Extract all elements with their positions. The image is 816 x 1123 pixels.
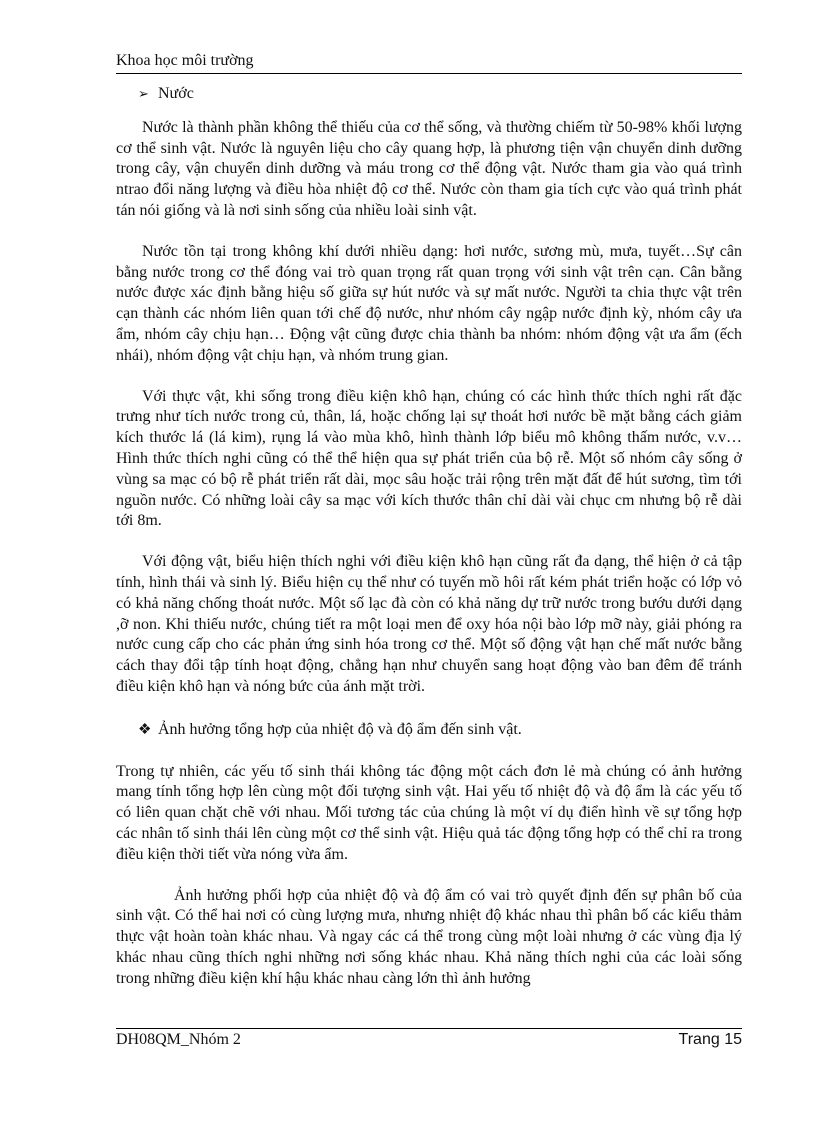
paragraph: Nước là thành phần không thể thiếu của cơ thể sống, và thường chiếm từ 50-98% khối lượng cơ thể sinh vật. Nước là nguyên liệu cho cây quang hợp, là phương tiện vận chuyển dinh dưỡng trong cây, vận chuyển dinh dưỡng và máu trong cơ thể động vật. Nước tham gia vào quá trình ntrao đổi năng lượng và điều hòa nhiệt độ cơ thể. Nước còn tham gia tích cực vào quá trình phát tán nói giống và là nơi sinh sống của nhiều loài sinh vật. [116, 118, 742, 219]
paragraph: Ảnh hưởng phối hợp của nhiệt độ và độ ẩm có vai trò quyết định đến sự phân bố của sinh vật. Có thể hai nơi có cùng lượng mưa, nhưng nhiệt độ khác nhau thì phân bố các kiểu thảm thực vật hoàn toàn khác nhau. Và ngay các cá thể trong cùng một loài nhưng ở các vùng địa lý khác nhau cũng thích nghi những nơi sống khác nhau. Khả năng thích nghi của các loài sống trong những điều kiện khí hậu khác nhau càng lớn thì ảnh hưởng [116, 886, 742, 987]
page-header-title: Khoa học môi trường [116, 52, 254, 69]
paragraph: Trong tự nhiên, các yếu tố sinh thái không tác động một cách đơn lẻ mà chúng có ảnh hưởng mang tính tổng hợp lên cùng một đối tượng sinh vật. Hai yếu tố nhiệt độ và độ ẩm là các yếu tố có liên quan chặt chẽ với nhau. Mối tương tác của chúng là một ví dụ điển hình về sự tổng hợp các nhân tố sinh thái lên cùng một cơ thể sinh vật. Hiệu quả tác động tổng hợp có thể chỉ ra trong điều kiện thời tiết vừa nóng vừa ẩm. [116, 762, 742, 863]
section-heading-text: Ảnh hưởng tổng hợp của nhiệt độ và độ ẩm đến sinh vật. [158, 720, 522, 738]
footer-group-label: DH08QM_Nhóm 2 [116, 1031, 241, 1048]
page-body [116, 84, 742, 989]
header-divider [116, 73, 742, 74]
section-combined-heading [138, 720, 742, 741]
arrow-bullet-icon: ➢ [138, 86, 149, 101]
page-number: Trang 15 [678, 1031, 742, 1048]
paragraph: Với thực vật, khi sống trong điều kiện khô hạn, chúng có các hình thức thích nghi rất đặc trưng như tích nước trong củ, thân, lá, hoặc chống lại sự thoát hơi nước bề mặt bằng cách giảm kích thước lá (lá kim), rụng lá vào mùa khô, hình thành lớp biểu mô không thấm nước, v.v… Hình thức thích nghi cũng có thể thể hiện qua sự phát triển của bộ rễ. Một số nhóm cây sống ở vùng sa mạc có bộ rễ phát triển rất dài, mọc sâu hoặc trải rộng trên mặt đất để hút sương, tìm tới nguồn nước. Có những loài cây sa mạc với kích thước thân chỉ dài vài chục cm nhưng bộ rễ dài tới 8m. [116, 387, 742, 530]
section-heading-text: Nước [158, 85, 194, 102]
paragraph: Với động vật, biểu hiện thích nghi với điều kiện khô hạn cũng rất đa dạng, thể hiện ở cả tập tính, hình thái và sinh lý. Biểu hiện cụ thể như có tuyến mồ hôi rất kém phát triển hoặc có lớp vỏ có khả năng chống thoát nước. Một số lạc đà còn có khả năng dự trữ nước trong bướu dưới dạng ,ỡ non. Khi thiếu nước, chúng tiết ra một loại men để oxy hóa nội bào lớp mỡ này, giải phóng ra nước cung cấp cho các phản ứng sinh hóa trong cơ thể. Một số động vật hạn chế mất nước bằng cách thay đổi tập tính hoạt động, chẳng hạn như chuyển sang hoạt động vào ban đêm để tránh điều kiện khô hạn và nóng bức của ánh mặt trời. [116, 553, 742, 695]
section-water-heading [138, 84, 742, 105]
paragraph: Nước tồn tại trong không khí dưới nhiều dạng: hơi nước, sương mù, mưa, tuyết…Sự cân bằng nước trong cơ thể đóng vai trò quan trọng rất quan trọng với sinh vật trên cạn. Cân bằng nước được xác định bằng hiệu số giữa sự hút nước và sự mất nước. Người ta chia thực vật trên cạn thành các nhóm liên quan tới chế độ nước, như nhóm cây ngập nước định kỳ, nhóm cây ưa ẩm, nhóm cây chịu hạn… Động vật cũng được chia thành ba nhóm: nhóm động vật ưa ẩm (ếch nhái), nhóm động vật chịu hạn, và nhóm trung gian. [116, 242, 742, 364]
footer-divider [116, 1028, 742, 1029]
diamond-bullet-icon: ❖ [138, 721, 152, 738]
